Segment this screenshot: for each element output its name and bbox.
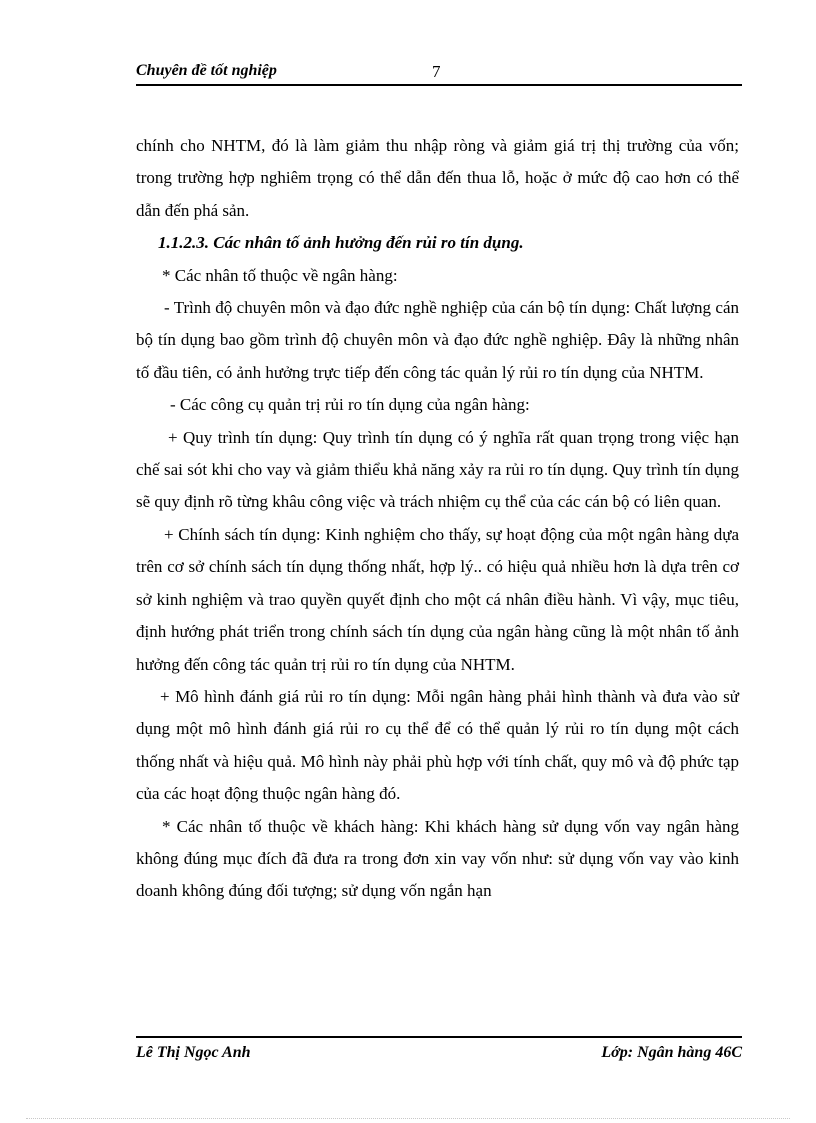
author-name: Lê Thị Ngọc Anh <box>136 1044 251 1061</box>
page-header <box>136 60 742 86</box>
class-name: Lớp: Ngân hàng 46C <box>601 1044 742 1061</box>
page-edge-divider <box>26 1118 790 1119</box>
document-body <box>136 130 739 908</box>
paragraph: + Chính sách tín dụng: Kinh nghiệm cho thấy, sự hoạt động của một ngân hàng dựa trên cơ sở chính sách tín dụng thống nhất, hợp lý.. có hiệu quả nhiều hơn là dựa trên cơ sở kinh nghiệm và trao quyền quyết định cho một cá nhân điều hành. Vì vậy, mục tiêu, định hướng phát triển trong chính sách tín dụng của ngân hàng cũng là một nhân tố ảnh hưởng đến công tác quản trị rủi ro tín dụng của NHTM. <box>136 524 739 674</box>
paragraph: - Các công cụ quản trị rủi ro tín dụng của ngân hàng: <box>170 395 530 415</box>
paragraph: * Các nhân tố thuộc về ngân hàng: <box>162 265 398 285</box>
paragraph: + Quy trình tín dụng: Quy trình tín dụng có ý nghĩa rất quan trọng trong việc hạn chế sai sót khi cho vay và giảm thiểu khả năng xảy ra rủi ro tín dụng. Quy trình tín dụng sẽ quy định rõ từng khâu công việc và trách nhiệm cụ thể của các cán bộ có liên quan. <box>136 427 739 512</box>
page-footer <box>136 1036 742 1070</box>
paragraph: + Mô hình đánh giá rủi ro tín dụng: Mỗi ngân hàng phải hình thành và đưa vào sử dụng một mô hình đánh giá rủi ro cụ thể để có thể quản lý rủi ro tín dụng một cách thống nhất và hiệu quả. Mô hình này phải phù hợp với tính chất, quy mô và độ phức tạp của các hoạt động thuộc ngân hàng đó. <box>136 686 739 804</box>
paragraph: chính cho NHTM, đó là làm giảm thu nhập ròng và giảm giá trị thị trường của vốn; trong trường hợp nghiêm trọng có thể dẫn đến thua lỗ, hoặc ở mức độ cao hơn có thể dẫn đến phá sản. <box>136 136 739 220</box>
page-number: 7 <box>432 62 441 81</box>
document-title: Chuyên đề tốt nghiệp <box>136 62 277 79</box>
paragraph: * Các nhân tố thuộc về khách hàng: Khi khách hàng sử dụng vốn vay ngân hàng không đúng mục đích đã đưa ra trong đơn xin vay vốn như: sử dụng vốn vay vào kinh doanh không đúng đối tượng; sử dụng vốn ngắn hạn <box>136 816 739 901</box>
paragraph: - Trình độ chuyên môn và đạo đức nghề nghiệp của cán bộ tín dụng: Chất lượng cán bộ tín dụng bao gồm trình độ chuyên môn và đạo đức nghề nghiệp. Đây là những nhân tố đầu tiên, có ảnh hưởng trực tiếp đến công tác quản lý rủi ro tín dụng của NHTM. <box>136 298 739 382</box>
section-heading: 1.1.2.3. Các nhân tố ảnh hưởng đến rủi ro tín dụng. <box>158 233 524 253</box>
